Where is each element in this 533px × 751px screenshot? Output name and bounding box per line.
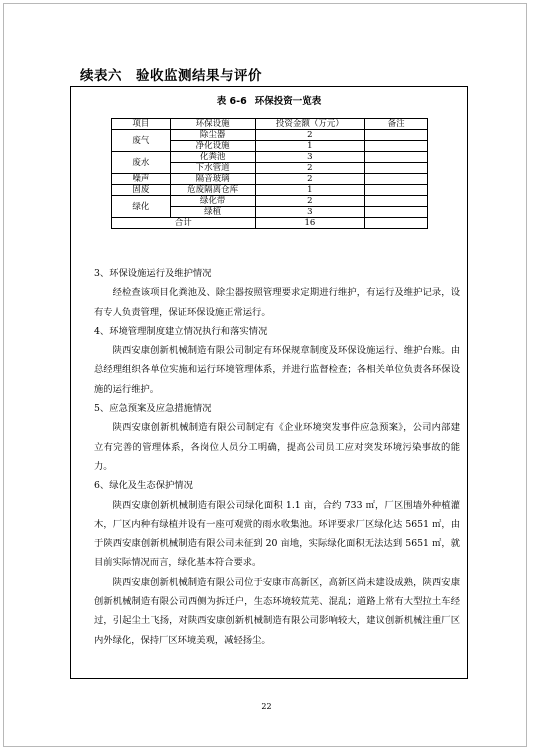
table-row <box>112 196 428 207</box>
table-body <box>112 130 428 229</box>
paragraph: 陕西安康创新机械制造有限公司绿化面积 1.1 亩，合约 733 ㎡，厂区围墙外种植灌木，厂区内种有绿植并设有一座可观赏的雨水收集池。环评要求厂区绿化达 5651 ㎡，由于陕西安康创新机械制造有限公司未征到 20 亩地，实际绿化面积无法达到 5651 ㎡，就目前实际情况而言，绿化基本符合要求。 <box>94 499 460 569</box>
note-cell <box>365 130 428 141</box>
table-row <box>112 174 428 185</box>
heading-prefix: 续表六 <box>80 68 122 84</box>
note-cell <box>365 174 428 185</box>
investment-table <box>111 118 428 229</box>
table-caption-title: 环保投资一览表 <box>254 96 322 107</box>
facility-cell: 危废隔离仓库 <box>170 185 255 196</box>
note-cell <box>365 196 428 207</box>
paragraph: 陕西安康创新机械制造有限公司制定有环保规章制度及环保设施运行、维护台账。由总经理组织各单位实施和运行环境管理体系，并进行监督检查；各相关单位负责各环保设施的运行维护。 <box>94 345 460 395</box>
facility-cell: 下水管道 <box>170 163 255 174</box>
facility-cell: 净化设施 <box>170 141 255 152</box>
table-row <box>112 185 428 196</box>
section-heading <box>80 64 262 84</box>
paragraph: 陕西安康创新机械制造有限公司位于安康市高新区，高新区尚未建设成熟，陕西安康创新机械制造有限公司西侧为拆迁户，生态环境较荒芜、混乱；道路上常有大型拉土车经过，引起尘土飞扬，对陕西安康创新机械制造有限公司影响较大，建议创新机械注重厂区内外绿化，保持厂区环境美观，减轻扬尘。 <box>94 576 460 646</box>
amount-cell: 1 <box>255 185 365 196</box>
body-text <box>94 264 460 650</box>
amount-cell: 3 <box>255 207 365 218</box>
amount-cell: 2 <box>255 130 365 141</box>
amount-cell: 2 <box>255 163 365 174</box>
note-cell <box>365 141 428 152</box>
paragraph: 经检查该项目化粪池及、除尘器按照管理要求定期进行维护，有运行及维护记录，设有专人负责管理，保证环保设施正常运行。 <box>94 287 460 318</box>
header-cell: 环保设施 <box>170 119 255 130</box>
facility-cell: 绿植 <box>170 207 255 218</box>
category-cell: 废水 <box>112 152 171 174</box>
total-amount: 16 <box>255 218 365 229</box>
total-row <box>112 218 428 229</box>
facility-cell: 化粪池 <box>170 152 255 163</box>
total-label: 合计 <box>112 218 256 229</box>
facility-cell: 绿化带 <box>170 196 255 207</box>
category-cell: 固废 <box>112 185 171 196</box>
table-caption-number: 表 6-6 <box>216 96 247 107</box>
subsection-heading: 6、绿化及生态保护情况 <box>94 480 193 492</box>
subsection-heading: 4、环境管理制度建立情况执行和落实情况 <box>94 325 268 337</box>
note-cell <box>365 185 428 196</box>
note-cell <box>365 207 428 218</box>
amount-cell: 2 <box>255 196 365 207</box>
subsection-heading: 3、环保设施运行及维护情况 <box>94 268 212 279</box>
note-cell <box>365 152 428 163</box>
amount-cell: 2 <box>255 174 365 185</box>
category-cell: 噪声 <box>112 174 171 185</box>
table-row <box>112 130 428 141</box>
heading-title: 验收监测结果与评价 <box>136 68 262 84</box>
note-cell <box>365 163 428 174</box>
facility-cell: 隔音玻璃 <box>170 174 255 185</box>
header-cell: 备注 <box>365 119 428 130</box>
table-row <box>112 152 428 163</box>
amount-cell: 3 <box>255 152 365 163</box>
category-cell: 绿化 <box>112 196 171 218</box>
table-header-row <box>112 119 428 130</box>
category-cell: 废气 <box>112 130 171 152</box>
table-caption <box>71 93 467 107</box>
amount-cell: 1 <box>255 141 365 152</box>
note-cell <box>365 218 428 229</box>
header-cell: 投资金额（万元） <box>255 119 365 130</box>
sections-container <box>94 264 460 650</box>
header-cell: 项目 <box>112 119 171 130</box>
content-frame <box>70 86 468 679</box>
subsection-heading: 5、应急预案及应急措施情况 <box>94 403 212 415</box>
page-number: 22 <box>261 702 272 711</box>
paragraph: 陕西安康创新机械制造有限公司制定有《企业环境突发事件应急预案》，公司内部建立有完善的管理体系，各岗位人员分工明确，提高公司员工应对突发环境污染事故的能力。 <box>94 422 460 472</box>
facility-cell: 除尘器 <box>170 130 255 141</box>
